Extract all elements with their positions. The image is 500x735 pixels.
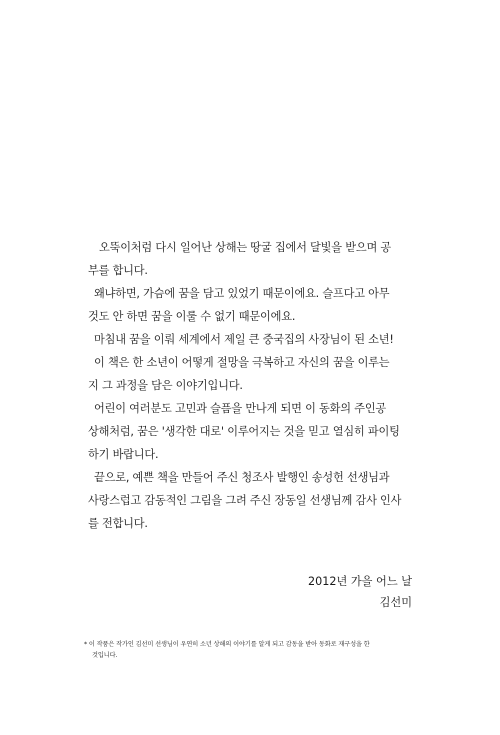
paragraph-line: 상해처럼, 꿈은 '생각한 대로' 이루어지는 것을 믿고 열심히 파이팅 — [88, 425, 400, 438]
paragraph-line: 지 그 과정을 담은 이야기입니다. — [88, 379, 243, 392]
paragraph-line: 이 책은 한 소년이 어떻게 절망을 극복하고 자신의 꿈을 이루는 — [94, 356, 390, 369]
footnote — [84, 639, 420, 661]
paragraph-2 — [88, 282, 408, 328]
paragraph-line: 하기 바랍니다. — [88, 448, 159, 461]
paragraph-line: 부를 합니다. — [88, 264, 148, 277]
author-name: 김선미 — [379, 596, 412, 609]
paragraph-6 — [88, 466, 408, 535]
paragraph-line: 끝으로, 예쁜 책을 만들어 주신 청조사 발행인 송성헌 선생님과 — [94, 471, 390, 484]
paragraph-line: 왜냐하면, 가슴에 꿈을 담고 있었기 때문이에요. 슬프다고 아무 — [94, 287, 390, 300]
signature-date: 2012년 가을 어느 날 — [308, 575, 412, 588]
paragraph-line: 사랑스럽고 감동적인 그림을 그려 주신 장동일 선생님께 감사 인사 — [88, 494, 402, 507]
paragraph-line: 어린이 여러분도 고민과 슬픔을 만나게 되면 이 동화의 주인공 — [94, 402, 387, 415]
paragraph-4 — [88, 351, 408, 397]
paragraph-line: 오뚝이처럼 다시 일어난 상해는 땅굴 집에서 달빛을 받으며 공 — [88, 241, 392, 254]
footnote-line: 것입니다. — [92, 652, 118, 659]
paragraph-3 — [88, 328, 408, 351]
paragraph-5 — [88, 397, 408, 466]
preface-body — [88, 236, 408, 535]
paragraph-line: 를 전합니다. — [88, 517, 148, 530]
paragraph-line: 마침내 꿈을 이뤄 세계에서 제일 큰 중국집의 사장님이 된 소년! — [94, 333, 394, 346]
paragraph-1 — [88, 236, 408, 282]
paragraph-line: 것도 안 하면 꿈을 이룰 수 없기 때문이에요. — [88, 310, 296, 323]
footnote-line: * 이 작품은 작가인 김선미 선생님이 우연히 소년 상해의 이야기를 알게 되고 감동을 받아 동화로 재구성을 한 — [84, 641, 370, 648]
